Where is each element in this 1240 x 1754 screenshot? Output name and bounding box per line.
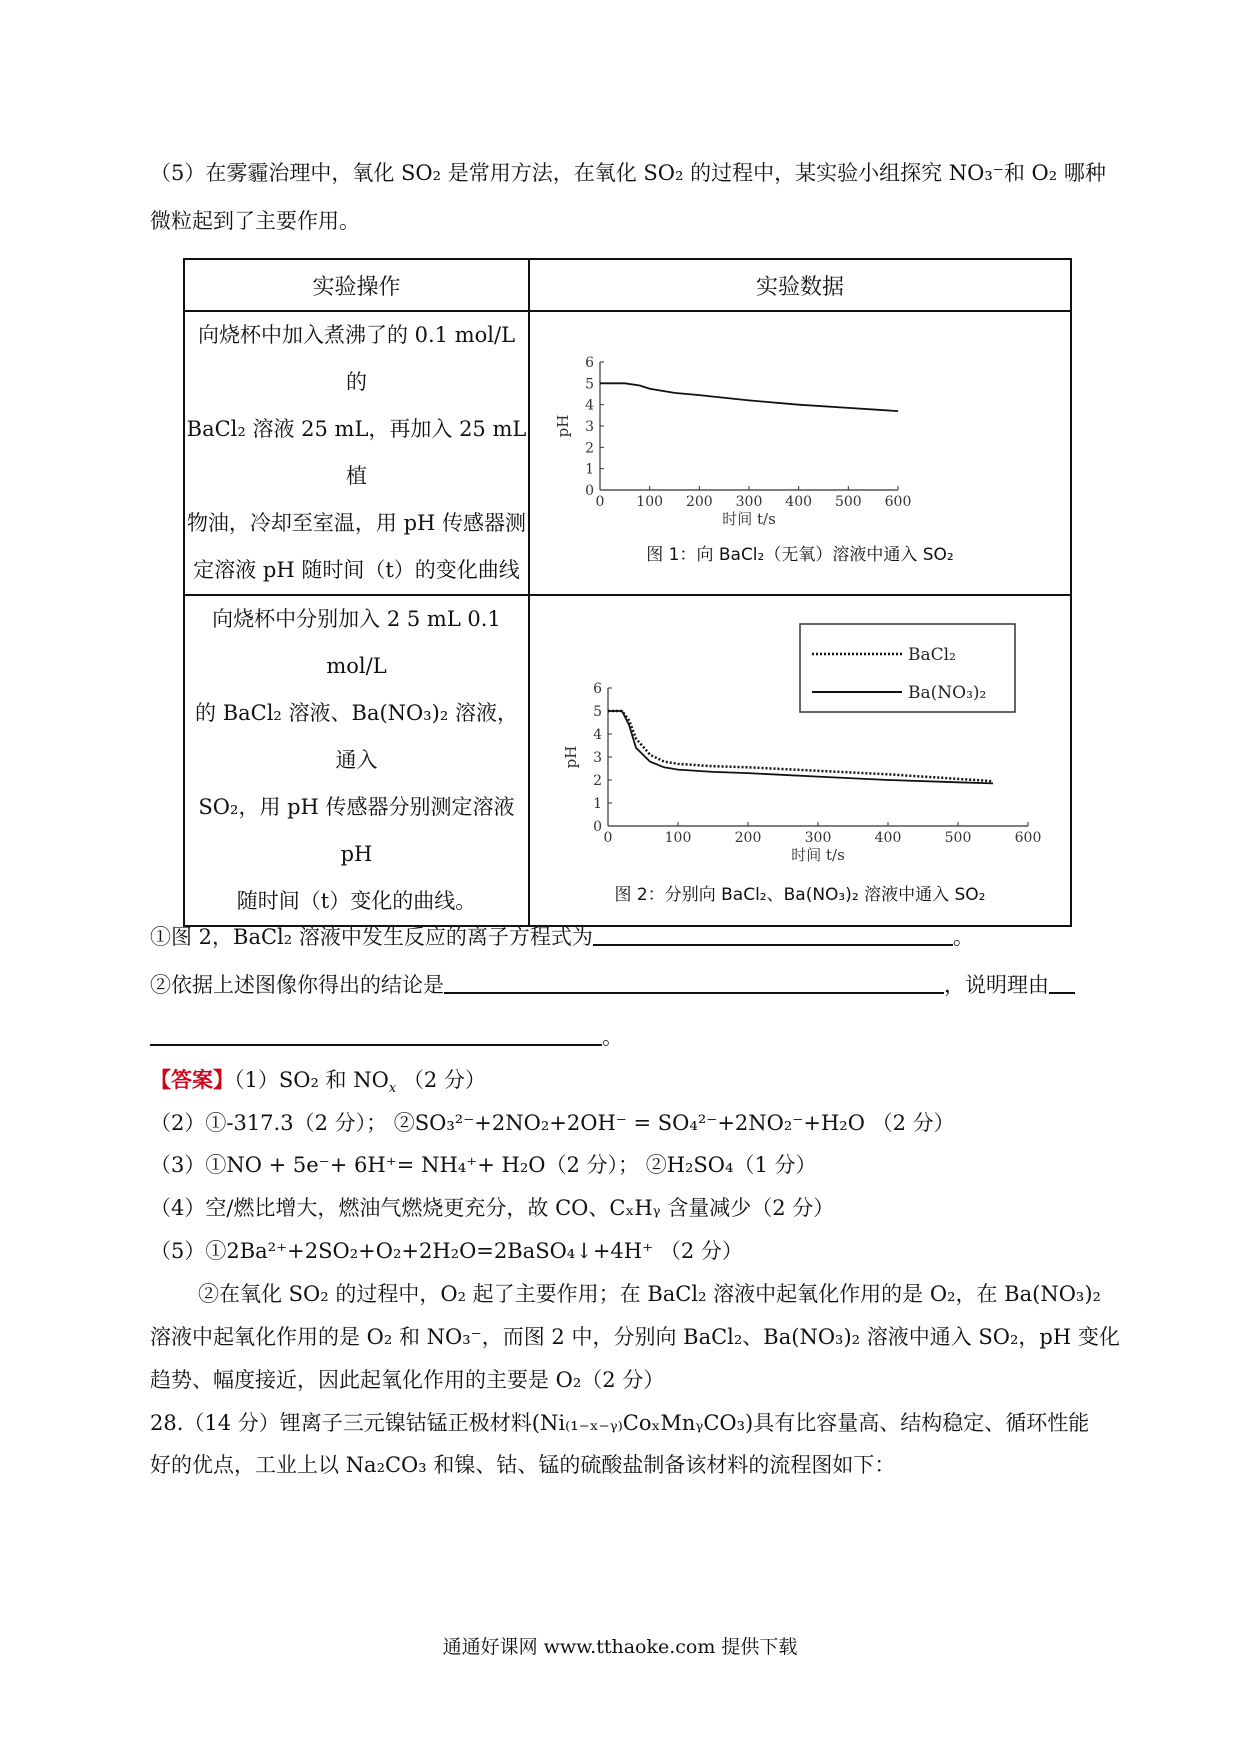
x-tick-label: 600 xyxy=(884,493,912,510)
x-tick-label: 200 xyxy=(685,493,713,510)
x-tick-label: 400 xyxy=(785,493,813,510)
legend xyxy=(800,624,1015,712)
question-2-text: ②依据上述图像你得出的结论是 xyxy=(150,973,444,997)
legend-label-1: BaCl₂ xyxy=(908,645,956,665)
answer-blank-4[interactable] xyxy=(150,1022,602,1046)
series-line-2 xyxy=(608,711,993,783)
answer-4: （4）空/燃比增大，燃油气燃烧更充分，故 CO、CₓHᵧ 含量减少（2 分） xyxy=(150,1196,835,1220)
row1-op-line: BaCl₂ 溶液 25 mL，再加入 25 mL 植 xyxy=(186,417,527,488)
row1-op-line: 物油，冷却至室温，用 pH 传感器测 xyxy=(186,511,527,535)
y-tick-label: 1 xyxy=(593,796,602,812)
answer-1-sub: x xyxy=(388,1081,397,1097)
answer-1 xyxy=(150,1065,486,1095)
y-axis-label: pH xyxy=(562,745,580,769)
y-tick-label: 0 xyxy=(593,819,602,835)
x-tick-label: 0 xyxy=(595,493,605,510)
y-tick-label: 4 xyxy=(593,727,602,743)
legend-label-2: Ba(NO₃)₂ xyxy=(908,683,987,703)
answer-blank-2[interactable] xyxy=(444,970,944,994)
series-line-1 xyxy=(600,383,898,411)
y-tick-label: 2 xyxy=(593,773,602,789)
header-data: 实验数据 xyxy=(529,259,1071,311)
chart-1 xyxy=(530,350,1070,540)
header-operation: 实验操作 xyxy=(184,259,529,311)
chart-2 xyxy=(530,622,1070,880)
y-tick-label: 3 xyxy=(585,418,594,435)
y-tick-label: 5 xyxy=(585,375,594,392)
row2-op-line: 向烧杯中分别加入 2 5 mL 0.1 mol/L xyxy=(212,607,501,678)
chart-2-caption: 图 2：分别向 BaCl₂、Ba(NO₃)₂ 溶液中通入 SO₂ xyxy=(614,885,986,905)
row2-operation xyxy=(184,595,529,926)
row2-op-line: 随时间（t）变化的曲线。 xyxy=(236,889,477,913)
y-tick-label: 3 xyxy=(593,750,602,766)
answer-blank-3[interactable] xyxy=(1049,970,1075,994)
answer-1-text: （1）SO₂ 和 NO xyxy=(234,1068,389,1092)
question-28-line-2: 好的优点，工业上以 Na₂CO₃ 和镍、钴、锰的硫酸盐制备该材料的流程图如下： xyxy=(150,1453,896,1477)
answer-blank-1[interactable] xyxy=(593,922,953,946)
row2-op-line: SO₂，用 pH 传感器分别测定溶液 pH xyxy=(198,795,515,866)
answer-label: 【答案】 xyxy=(150,1067,234,1092)
y-tick-label: 4 xyxy=(585,397,594,414)
x-axis-label: 时间 t/s xyxy=(722,509,776,528)
x-tick-label: 400 xyxy=(874,830,902,846)
question-28-line-1: 28.（14 分）锂离子三元镍钴锰正极材料(Ni₍₁₋ₓ₋ᵧ₎CoₓMnᵧCO₃)具有比容量高、结构稳定、循环性能 xyxy=(150,1411,1090,1435)
x-tick-label: 200 xyxy=(734,830,762,846)
x-tick-label: 100 xyxy=(636,493,664,510)
row2-op-line: 的 BaCl₂ 溶液、Ba(NO₃)₂ 溶液，通入 xyxy=(195,701,518,772)
chart-1-caption: 图 1：向 BaCl₂（无氧）溶液中通入 SO₂ xyxy=(646,544,954,565)
y-axis-label: pH xyxy=(554,414,572,437)
answer-5: （5）①2Ba²⁺+2SO₂+O₂+2H₂O=2BaSO₄↓+4H⁺ （2 分） xyxy=(150,1239,743,1263)
x-tick-label: 600 xyxy=(1014,830,1042,846)
x-tick-label: 300 xyxy=(804,830,832,846)
answer-6-line-2: 溶液中起氧化作用的是 O₂ 和 NO₃⁻，而图 2 中，分别向 BaCl₂、Ba(NO₃)₂ 溶液中通入 SO₂，pH 变化 xyxy=(150,1325,1120,1349)
answer-6-line-1: ②在氧化 SO₂ 的过程中，O₂ 起了主要作用；在 BaCl₂ 溶液中起氧化作用的是 O₂，在 Ba(NO₃)₂ xyxy=(198,1282,1101,1306)
x-tick-label: 100 xyxy=(664,830,692,846)
question-2 xyxy=(150,970,1075,1000)
question-2-end: 。 xyxy=(602,1025,623,1049)
y-tick-label: 6 xyxy=(593,681,602,697)
x-tick-label: 300 xyxy=(735,493,763,510)
row1-data xyxy=(529,311,1071,595)
y-tick-label: 5 xyxy=(593,704,602,720)
experiment-table xyxy=(183,258,1072,927)
question-1 xyxy=(150,922,974,952)
question-2-reason: ，说明理由 xyxy=(944,973,1049,997)
y-tick-label: 6 xyxy=(585,354,594,371)
row1-operation xyxy=(184,311,529,595)
x-tick-label: 500 xyxy=(834,493,862,510)
y-tick-label: 1 xyxy=(585,461,594,478)
intro-line-2: 微粒起到了主要作用。 xyxy=(150,209,360,233)
x-tick-label: 500 xyxy=(944,830,972,846)
answer-3: （3）①NO + 5e⁻+ 6H⁺= NH₄⁺+ H₂O（2 分）； ②H₂SO₄（1 分） xyxy=(150,1153,817,1177)
answer-1-score: （2 分） xyxy=(402,1068,486,1092)
question-1-text: ①图 2，BaCl₂ 溶液中发生反应的离子方程式为 xyxy=(150,925,593,949)
series-line-1 xyxy=(608,711,993,781)
y-tick-label: 2 xyxy=(585,439,594,456)
answer-6-line-3: 趋势、幅度接近，因此起氧化作用的主要是 O₂（2 分） xyxy=(150,1368,665,1392)
answer-2: （2）①-317.3（2 分）； ②SO₃²⁻+2NO₂+2OH⁻ = SO₄²⁻+2NO₂⁻+H₂O （2 分） xyxy=(150,1111,955,1135)
page-footer: 通通好课网 www.tthaoke.com 提供下载 xyxy=(442,1636,798,1658)
intro-line-1: （5）在雾霾治理中，氧化 SO₂ 是常用方法，在氧化 SO₂ 的过程中，某实验小组探究 NO₃⁻和 O₂ 哪种 xyxy=(150,161,1106,185)
row2-data xyxy=(529,595,1071,926)
row1-op-line: 向烧杯中加入煮沸了的 0.1 mol/L 的 xyxy=(197,323,516,394)
x-axis-label: 时间 t/s xyxy=(791,846,845,864)
question-1-end: 。 xyxy=(952,925,974,949)
row1-op-line: 定溶液 pH 随时间（t）的变化曲线 xyxy=(193,558,520,582)
question-2-cont xyxy=(150,1022,623,1052)
x-tick-label: 0 xyxy=(603,830,613,846)
y-tick-label: 0 xyxy=(585,482,594,499)
